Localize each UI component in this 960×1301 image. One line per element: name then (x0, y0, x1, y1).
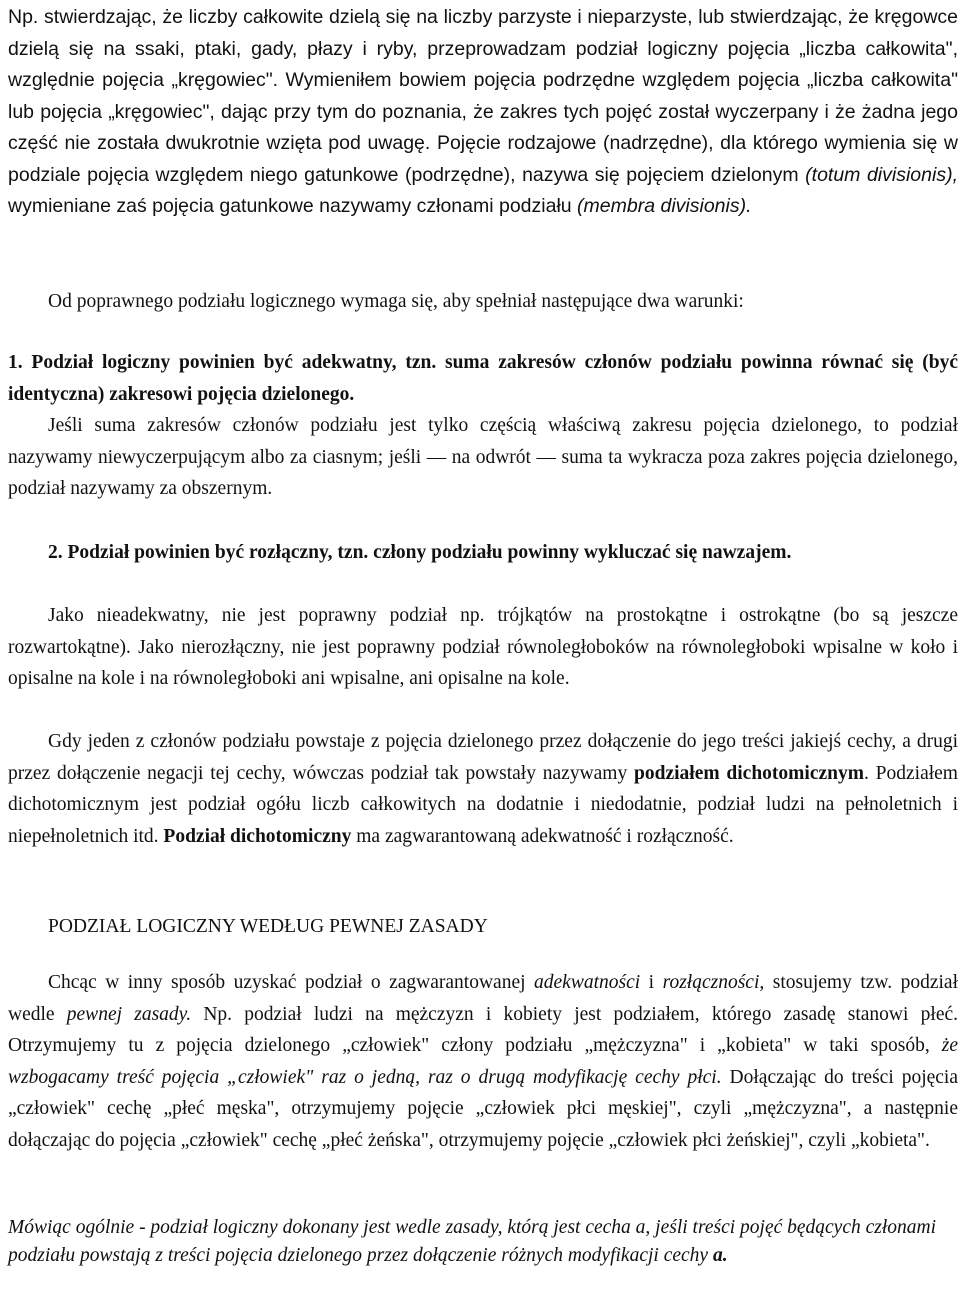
dichotomy-text-cont: . Podziałem dichotomicznym jest podział ogółu liczb całkowitych na dodatnie i niedodatnie, podział ludzi na pełnoletnich i niepełnoletnich itd. (8, 762, 958, 847)
term-separability: rozłączności, (662, 972, 765, 993)
membra-divisionis: (membra divisionis). (577, 195, 752, 217)
condition-2-heading: 2. Podział powinien być rozłączny, tzn. człony podziału powinny wykluczać się nawzajem. (48, 542, 792, 563)
intro-text: Np. stwierdzając, że liczby całkowite dzielą się na liczby parzyste i nieparzyste, lub stwierdzając, że kręgowce dzielą się na ssaki, ptaki, gady, płazy i ryby, przeprowadzam podział logiczny pojęcia „liczba całkowita", względnie pojęcia „kręgowiec". Wymieniłem bowiem pojęcia podrzędne względem pojęcia „liczba całkowita" lub pojęcia „kręgowiec", dając przy tym do poznania, że zakres tych pojęć został wyczerpany i że żadna jego część nie została dwukrotnie wzięta pod uwagę. Pojęcie rodzajowe (nadrzędne), dla którego wymienia się w podziale pojęcia względem niego gatunkowe (podrzędne), nazywa się pojęciem dzielonym (8, 6, 958, 186)
condition-2-text: Jako nieadekwatny, nie jest poprawny podział np. trójkątów na prostokątne i ostrokątne (bo są jeszcze rozwartokątne). Jako nierozłączny, nie jest poprawny podział równoległoboków na równoległoboki wpisalne w koło i opisalne na kole i na równoległoboki ani wpisalne, ani opisalne na kole. (8, 605, 958, 689)
totum-divisionis: (totum divisionis), (805, 163, 958, 186)
dichotomy-term: podziałem dichotomicznym (634, 762, 864, 784)
paragraph-conditions-intro: Od poprawnego podziału logicznego wymaga się, aby spełniał następujące dwa warunki: (48, 291, 744, 312)
dichotomy-term-2: Podział dichotomiczny (163, 825, 352, 847)
summary-feature-a: a. (712, 1245, 728, 1266)
summary-text: Mówiąc ogólnie - podział logiczny dokonany jest wedle zasady, którą jest cecha a, jeśli treści pojęć będących członami podziału powstają z treści pojęcia dzielonego przez dołączenie różnych modyfikacji cechy (8, 1217, 937, 1266)
principle-text: Chcąc w inny sposób uzyskać podział o zagwarantowanej (48, 972, 535, 993)
principle-text-4: Dołączając do treści pojęcia „człowiek" cechę „płeć męska", otrzymujemy pojęcie „człowiek płci męskiej", czyli „mężczyzna", a następnie dołączając do pojęcia „człowiek" cechę „płeć żeńska", otrzymujemy pojęcie „człowiek płci żeńskiej", czyli „kobieta". (8, 1066, 958, 1151)
principle-conj: i (640, 972, 663, 993)
principle-text-3: Np. podział ludzi na mężczyzn i kobiety jest podziałem, którego zasadę stanowi płeć. Otrzymujemy tu z pojęcia dzielonego „człowiek" człony podziału „mężczyzna" i „kobieta" w taki sposób, (8, 1003, 959, 1056)
paragraph-dichotomy (8, 726, 958, 852)
paragraph-principle (8, 967, 958, 1156)
dichotomy-text: Gdy jeden z członów podziału powstaje z pojęcia dzielonego przez dołączenie do jego treści jakiejś cechy, a drugi przez dołączenie negacji tej cechy, wówczas podział tak powstały nazywamy (8, 731, 958, 784)
section-title: PODZIAŁ LOGICZNY WEDŁUG PEWNEJ ZASADY (48, 916, 488, 937)
principle-text-2: stosujemy tzw. podział wedle (8, 972, 958, 1025)
intro-text-cont: wymieniane zaś pojęcia gatunkowe nazywamy członami podziału (8, 195, 578, 217)
term-principle: pewnej zasady. (66, 1003, 192, 1025)
condition-1-text: Jeśli suma zakresów członów podziału jest tylko częścią właściwą zakresu pojęcia dzielonego, to podział nazywamy niewyczerpującym albo za ciasnym; jeśli — na odwrót — suma ta wykracza poza zakres pojęcia dzielonego, podział nazywamy za obszernym. (8, 415, 958, 499)
dichotomy-text-end: ma zagwarantowaną adekwatność i rozłączność. (351, 825, 734, 847)
paragraph-intro (8, 2, 958, 223)
principle-emphasis: że wzbogacamy treść pojęcia „człowiek" raz o jedną, raz o drugą modyfikację cechy płci. (8, 1035, 958, 1088)
condition-1-heading: 1. Podział logiczny powinien być adekwatny, tzn. suma zakresów członów podziału powinna równać się (być identyczna) zakresowi pojęcia dzielonego. (8, 352, 958, 405)
paragraph-summary (8, 1214, 958, 1270)
term-adequacy: adekwatności (534, 972, 641, 993)
